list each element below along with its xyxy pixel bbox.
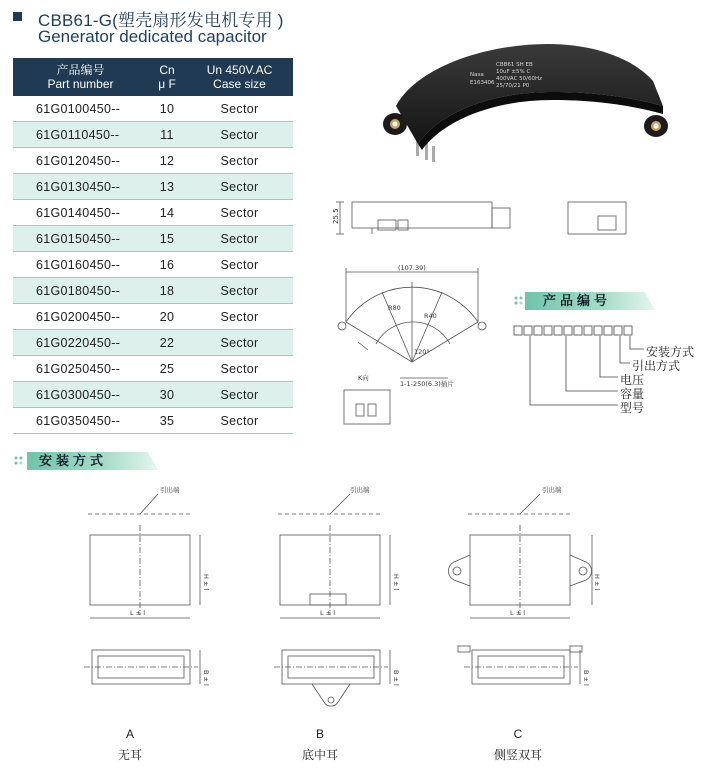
code-box — [544, 326, 552, 335]
capacitance-cell: 22 — [148, 330, 186, 356]
mounting-drawings — [80, 480, 620, 720]
part-number-cell: 61G0110450-- — [13, 122, 148, 148]
dim-length-a: L ± l — [130, 609, 146, 617]
header-capacitance — [148, 58, 186, 96]
photo-line-2: 10uF ±5% C — [496, 69, 531, 75]
code-box — [584, 326, 592, 335]
legend-model: 型号 — [620, 401, 645, 415]
k-direction-label: K向 — [358, 374, 369, 382]
part-number-cell: 61G0250450-- — [13, 356, 148, 382]
legend-mounting: 安装方式 — [646, 345, 695, 359]
mount-a-letter: A — [125, 727, 134, 741]
table-row — [13, 252, 293, 278]
code-box — [574, 326, 582, 335]
header-part-number-en: Part number — [47, 77, 114, 91]
code-box — [624, 326, 632, 335]
width-dim-label: (107.39) — [398, 264, 426, 272]
part-number-cell: 61G0200450-- — [13, 304, 148, 330]
angle-label-2: R40 — [424, 312, 437, 320]
code-box — [604, 326, 612, 335]
case-size-cell: Sector — [186, 148, 293, 174]
code-box — [564, 326, 572, 335]
code-box — [524, 326, 532, 335]
part-number-cell: 61G0130450-- — [13, 174, 148, 200]
height-dim-label: 25.5 — [332, 208, 340, 224]
table-row — [13, 96, 293, 122]
capacitance-cell: 12 — [148, 148, 186, 174]
table-row — [13, 304, 293, 330]
capacitance-cell: 18 — [148, 278, 186, 304]
mount-c-letter: C — [513, 727, 523, 741]
photo-brand: Nasa — [470, 72, 484, 78]
photo-line-1: CBB61 SH EB — [496, 62, 533, 68]
dim-height-b: H ± l — [392, 574, 400, 591]
mounting-banner — [13, 452, 158, 470]
table-row — [13, 356, 293, 382]
angle-label-1: R80 — [388, 304, 401, 312]
capacitance-cell: 15 — [148, 226, 186, 252]
capacitance-cell: 25 — [148, 356, 186, 382]
case-size-cell: Sector — [186, 330, 293, 356]
table-row — [13, 330, 293, 356]
dim-width-c: B ± l — [582, 670, 590, 686]
header-case-size: Case size — [213, 77, 266, 91]
table-row — [13, 174, 293, 200]
capacitor-photo — [378, 36, 678, 196]
capacitance-cell: 11 — [148, 122, 186, 148]
photo-line-4: 25/70/21 P0 — [496, 83, 530, 89]
part-number-cell: 61G0150450-- — [13, 226, 148, 252]
legend-lead: 引出方式 — [632, 359, 681, 373]
table-row — [13, 382, 293, 408]
mounting-title: 安装方式 — [39, 453, 108, 468]
angle-label-3: 120° — [414, 348, 430, 356]
case-size-cell: Sector — [186, 200, 293, 226]
table-row — [13, 148, 293, 174]
table-row — [13, 200, 293, 226]
capacitance-cell: 14 — [148, 200, 186, 226]
table-row — [13, 278, 293, 304]
part-number-cell: 61G0100450-- — [13, 96, 148, 122]
case-size-cell: Sector — [186, 122, 293, 148]
part-number-cell: 61G0350450-- — [13, 408, 148, 434]
table-row — [13, 408, 293, 434]
mount-b-name: 底中耳 — [301, 748, 338, 762]
legend-voltage: 电压 — [620, 373, 645, 387]
dim-width-a: B ± l — [202, 670, 210, 686]
case-size-cell: Sector — [186, 382, 293, 408]
part-number-cell: 61G0180450-- — [13, 278, 148, 304]
capacitance-cell: 20 — [148, 304, 186, 330]
case-size-cell: Sector — [186, 278, 293, 304]
case-size-cell: Sector — [186, 174, 293, 200]
capacitance-cell: 30 — [148, 382, 186, 408]
capacitance-cell: 10 — [148, 96, 186, 122]
mount-b-letter: B — [315, 727, 324, 741]
dim-height-a: H ± l — [202, 574, 210, 591]
mount-c-name: 侧竖双耳 — [493, 748, 542, 762]
part-number-cell: 61G0220450-- — [13, 330, 148, 356]
code-box — [554, 326, 562, 335]
case-size-cell: Sector — [186, 304, 293, 330]
code-box — [614, 326, 622, 335]
sector-outline-drawing — [328, 262, 498, 427]
case-size-cell: Sector — [186, 252, 293, 278]
header-part-number-cn: 产品编号 — [56, 63, 105, 77]
dots-icon — [513, 295, 527, 307]
legend-capacitance: 容量 — [620, 387, 645, 401]
code-box — [534, 326, 542, 335]
header-cn-unit: μ F — [158, 77, 176, 91]
part-number-cell: 61G0160450-- — [13, 252, 148, 278]
side-view-drawings — [328, 196, 698, 244]
header-cn-label: Cn — [159, 63, 175, 77]
photo-line-3: 400VAC 50/60Hz — [496, 76, 543, 82]
table-row — [13, 122, 293, 148]
table-header-row — [13, 58, 293, 96]
code-box — [594, 326, 602, 335]
lead-spec-label: 1-1-250(6.3)插片 — [400, 380, 454, 388]
lead-label-b: 引出端 — [350, 486, 370, 494]
case-size-cell: Sector — [186, 96, 293, 122]
capacitance-cell: 16 — [148, 252, 186, 278]
table-row — [13, 226, 293, 252]
capacitance-cell: 13 — [148, 174, 186, 200]
product-code-banner — [513, 292, 655, 310]
case-size-cell: Sector — [186, 226, 293, 252]
header-case — [186, 58, 293, 96]
header-part-number — [13, 58, 148, 96]
part-number-cell: 61G0140450-- — [13, 200, 148, 226]
dim-height-c: H ± l — [593, 574, 601, 591]
dim-length-c: L ± l — [510, 609, 526, 617]
dim-width-b: B ± l — [392, 670, 400, 686]
header-voltage: Un 450V.AC — [206, 63, 273, 77]
part-number-cell: 61G0120450-- — [13, 148, 148, 174]
mount-a-name: 无耳 — [117, 748, 142, 762]
capacitance-cell: 35 — [148, 408, 186, 434]
lead-label-a: 引出端 — [160, 486, 180, 494]
dim-length-b: L ± l — [320, 609, 336, 617]
page-title: CBB61-G(塑壳扇形发电机专用 ) — [38, 11, 284, 30]
page-subtitle: Generator dedicated capacitor — [38, 27, 267, 46]
code-box — [514, 326, 522, 335]
parts-table — [13, 58, 293, 434]
product-code-title: 产品编号 — [543, 293, 612, 308]
part-number-cell: 61G0300450-- — [13, 382, 148, 408]
case-size-cell: Sector — [186, 356, 293, 382]
title-bullet-icon — [13, 12, 22, 21]
case-size-cell: Sector — [186, 408, 293, 434]
dots-icon — [13, 455, 27, 467]
lead-label-c: 引出端 — [542, 486, 562, 494]
photo-code: E163406 — [470, 80, 495, 86]
